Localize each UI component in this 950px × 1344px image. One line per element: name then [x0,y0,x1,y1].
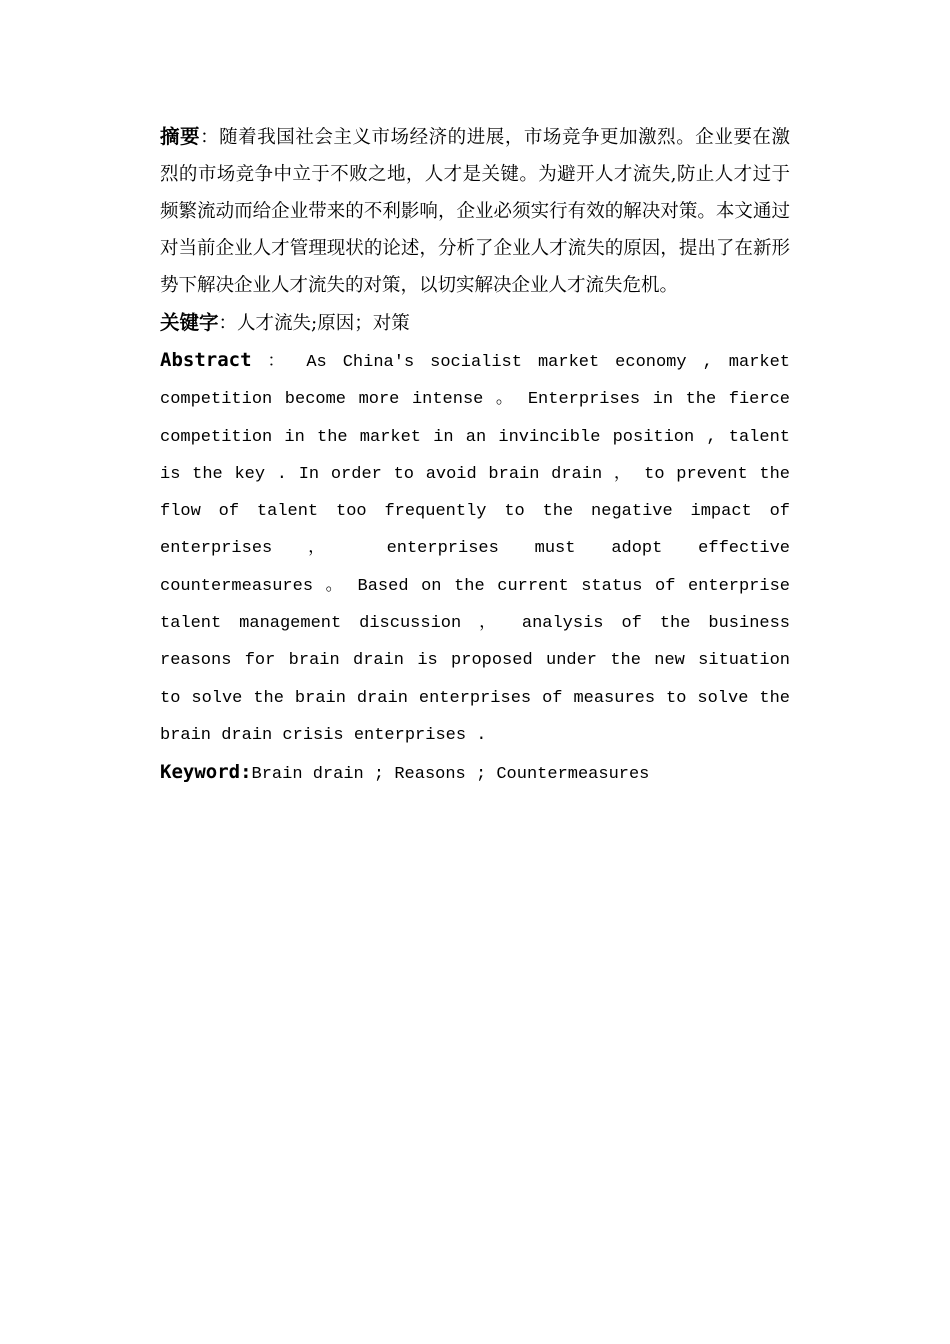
abstract-cn-label: 摘要 [160,125,201,148]
abstract-en [160,342,790,754]
keywords-cn-separator: ： [218,313,238,334]
keywords-cn-body: 人才流失;原因；对策 [237,313,410,334]
abstract-cn-body: 随着我国社会主义市场经济的进展，市场竞争更加激烈。企业要在激烈的市场竞争中立于不败之地，人才是关键。为避开人才流失,防止人才过于频繁流动而给企业带来的不利影响，企业必须实行有效的解决对策。本文通过对当前企业人才管理现状的论述，分析了企业人才流失的原因，提出了在新形势下解决企业人才流失的对策，以切实解决企业人才流失危机。 [160,127,790,296]
document-page [160,118,790,793]
abstract-cn [160,118,790,304]
keywords-cn [160,304,790,342]
keywords-en-body: Brain drain ; Reasons ; Countermeasures [251,765,650,785]
keywords-cn-label: 关键字 [160,311,219,334]
abstract-en-body: As China's socialist market economy , market competition become more intense 。 Enterprises in the fierce competition in the market in an invincible position , talent is the key . In order to avoid brain drain ， to prevent the flow of talent too frequently to the negative impact of enterprises ， enterprises must adopt effective countermeasures 。 Based on the current status of enterprise talent management discussion ， analysis of the business reasons for brain drain is proposed under the new situation to solve the brain drain enterprises of measures to solve the brain drain crisis enterprises . [160,353,791,745]
abstract-en-separator: ： [251,353,307,372]
abstract-cn-separator: ： [200,127,220,148]
keywords-en-label: Keyword: [160,761,252,784]
keywords-en [160,754,790,793]
abstract-en-label: Abstract [160,349,252,371]
